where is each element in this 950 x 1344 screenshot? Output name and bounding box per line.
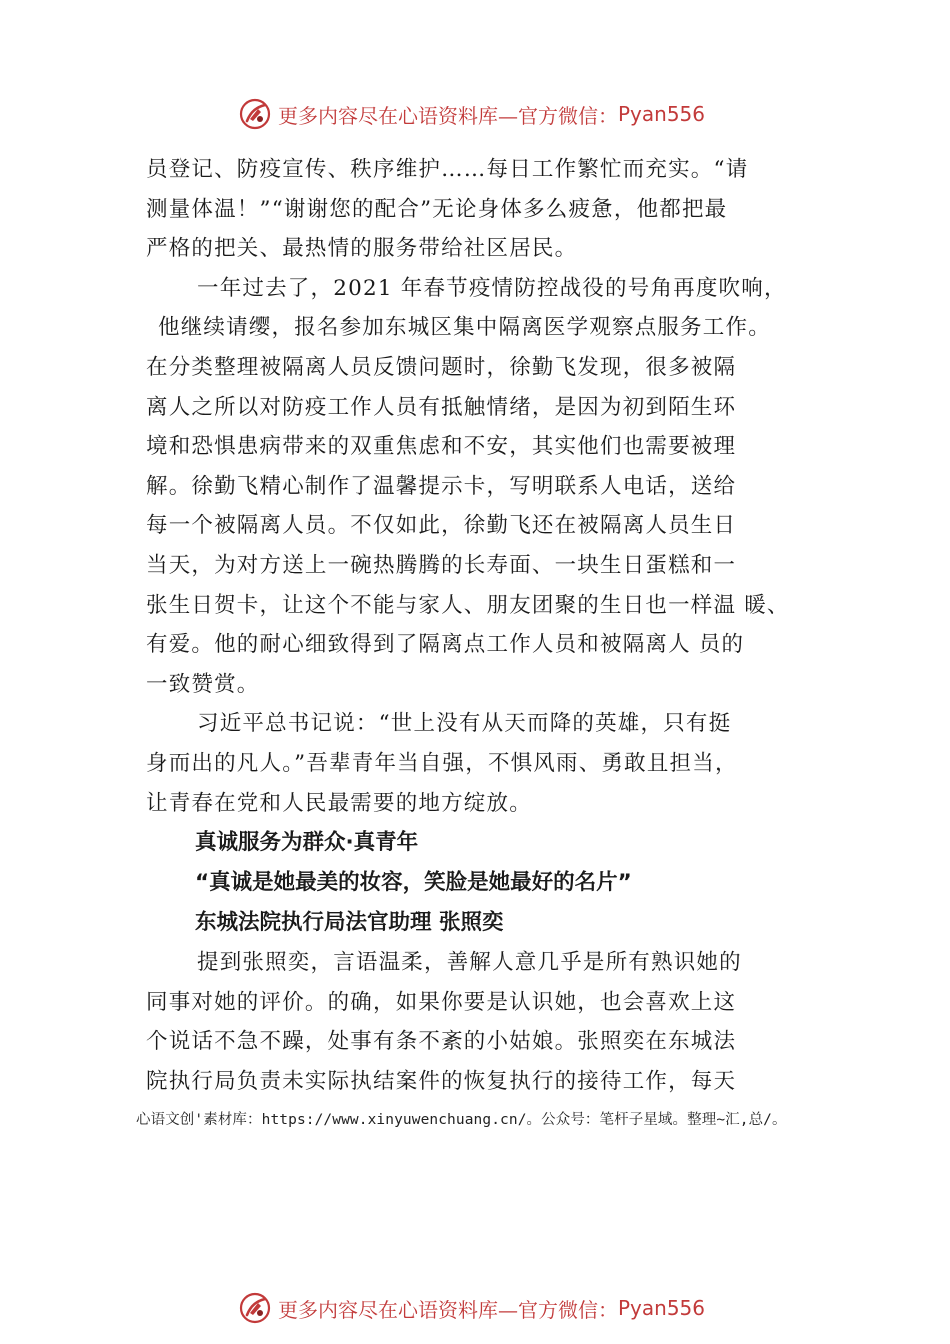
text-line: 在分类整理被隔离人员反馈问题时，徐勤飞发现，很多被隔 bbox=[146, 354, 737, 380]
section-heading: 东城法院执行局法官助理 张照奕 bbox=[195, 910, 504, 936]
document-body bbox=[146, 150, 866, 1101]
text-line: 测量体温！”“谢谢您的配合”无论身体多么疲惫，他都把最 bbox=[146, 196, 728, 222]
header-banner bbox=[238, 94, 705, 134]
text-line: 员登记、防疫宣传、秩序维护……每日工作繁忙而充实。“请 bbox=[146, 157, 749, 182]
text-line: 同事对她的评价。的确，如果你要是认识她，也会喜欢上这 bbox=[146, 989, 737, 1015]
text-line: 离人之所以对防疫工作人员有抵触情绪，是因为初到陌生环 bbox=[146, 394, 737, 420]
text-line: 境和恐惧患病带来的双重焦虑和不安，其实他们也需要被理 bbox=[146, 434, 737, 460]
text-line: 张生日贺卡，让这个不能与家人、朋友团聚的生日也一样温 暖、 bbox=[146, 592, 790, 618]
text-line: 有爱。他的耐心细致得到了隔离点工作人员和被隔离人 员的 bbox=[146, 632, 745, 658]
text-line: 他继续请缨，报名参加东城区集中隔离医学观察点服务工作。 bbox=[158, 315, 771, 341]
paragraph-group-1 bbox=[146, 150, 866, 823]
banner-handle: Pyan556 bbox=[618, 102, 706, 126]
paragraph-group-2 bbox=[146, 943, 866, 1101]
banner-text: 更多内容尽在心语资料库—官方微信： bbox=[278, 103, 618, 128]
text-line: 一年过去了，2021 年春节疫情防控战役的号角再度吹响， bbox=[197, 275, 787, 301]
footer-banner bbox=[238, 1288, 705, 1328]
text-line: 一致赞赏。 bbox=[146, 671, 260, 697]
text-line: 个说话不急不躁，处事有条不紊的小姑娘。张照奕在东城法 bbox=[146, 1029, 737, 1055]
banner-handle: Pyan556 bbox=[618, 1296, 706, 1320]
banner-text: 更多内容尽在心语资料库—官方微信： bbox=[278, 1297, 618, 1322]
text-line: 严格的把关、最热情的服务带给社区居民。 bbox=[146, 236, 578, 262]
brand-logo-icon bbox=[238, 97, 272, 131]
section-heading: “真诚是她最美的妆容，笑脸是她最好的名片” bbox=[195, 870, 632, 896]
text-line: 当天，为对方送上一碗热腾腾的长寿面、一块生日蛋糕和一 bbox=[146, 552, 737, 578]
source-note: 心语文创'素材库：https://www.xinyuwenchuang.cn/。公众号：笔杆子星域。整理~汇,总/。 bbox=[136, 1112, 787, 1128]
section-headings bbox=[146, 823, 866, 943]
text-line: 习近平总书记说：“世上没有从天而降的英雄，只有挺 bbox=[197, 711, 732, 737]
text-line: 每一个被隔离人员。不仅如此，徐勤飞还在被隔离人员生日 bbox=[146, 513, 737, 539]
text-line: 解。徐勤飞精心制作了温馨提示卡，写明联系人电话，送给 bbox=[146, 473, 737, 499]
text-line: 院执行局负责未实际执结案件的恢复执行的接待工作，每天 bbox=[146, 1068, 737, 1094]
text-line: 身而出的凡人。”吾辈青年当自强，不惧风雨、勇敢且担当， bbox=[146, 750, 738, 776]
brand-logo-icon bbox=[238, 1291, 272, 1325]
section-heading: 真诚服务为群众·真青年 bbox=[195, 830, 419, 856]
text-line: 提到张照奕，言语温柔，善解人意几乎是所有熟识她的 bbox=[197, 950, 742, 976]
text-line: 让青春在党和人民最需要的地方绽放。 bbox=[146, 790, 532, 816]
